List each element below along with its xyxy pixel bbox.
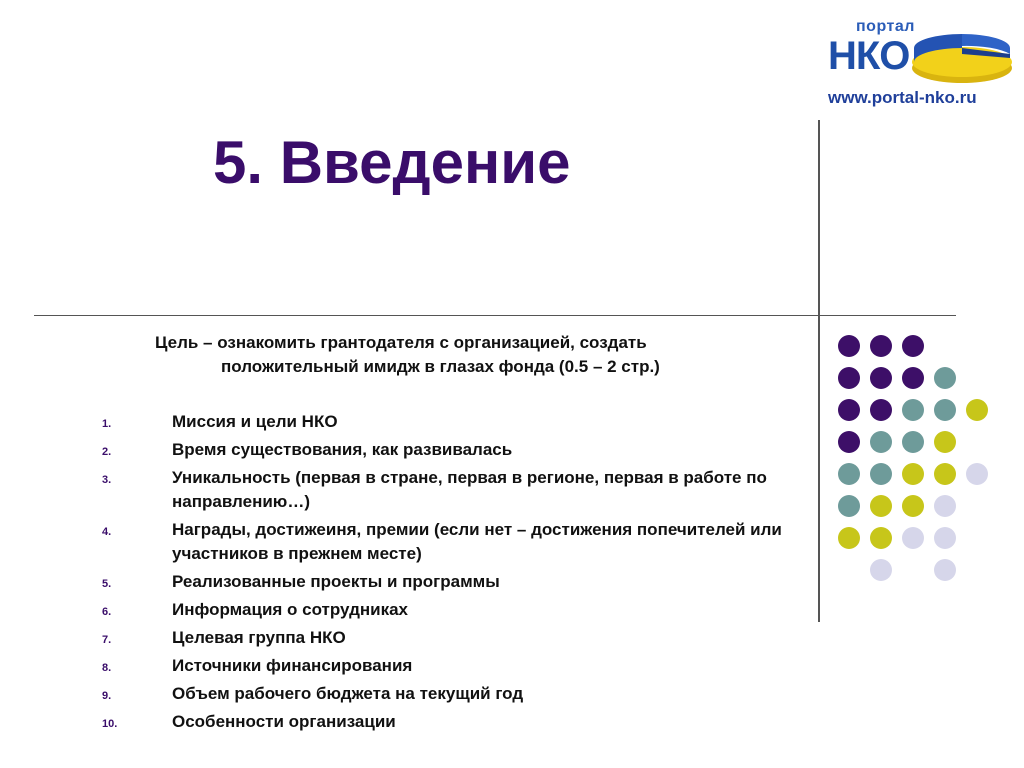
decor-dot <box>838 527 860 549</box>
goal-text <box>155 331 795 379</box>
list-item <box>102 626 802 650</box>
item-text: Особенности организации <box>172 712 396 731</box>
decor-dot <box>838 335 860 357</box>
list-item <box>102 518 802 566</box>
list-item <box>102 570 802 594</box>
decor-dot <box>838 431 860 453</box>
vertical-divider <box>818 120 820 622</box>
decor-dot <box>870 463 892 485</box>
decor-dot <box>966 463 988 485</box>
list-item <box>102 466 802 514</box>
decor-dot <box>902 431 924 453</box>
decor-dot <box>902 527 924 549</box>
decor-dot <box>838 399 860 421</box>
list-item <box>102 654 802 678</box>
decor-dot <box>934 527 956 549</box>
decor-dot <box>934 399 956 421</box>
item-text: Источники финансирования <box>172 656 413 675</box>
horizontal-divider <box>34 315 956 316</box>
decor-dot <box>838 495 860 517</box>
decorative-dot-grid <box>836 333 996 588</box>
decor-dot <box>902 495 924 517</box>
list-item <box>102 710 802 734</box>
item-number: 8. <box>102 662 112 674</box>
item-number: 6. <box>102 606 112 618</box>
intro-items-list <box>102 410 802 738</box>
item-number: 10. <box>102 718 118 730</box>
item-text: Информация о сотрудниках <box>172 600 408 619</box>
decor-dot <box>966 399 988 421</box>
decor-dot <box>870 559 892 581</box>
decor-dot <box>838 367 860 389</box>
goal-line-1: Цель – ознакомить грантодателя с организацией, создать <box>155 333 647 352</box>
item-text: Уникальность (первая в стране, первая в регионе, первая в работе по направлению…) <box>172 468 767 511</box>
logo-big-text: НКО <box>828 34 910 78</box>
list-item <box>102 410 802 434</box>
item-text: Реализованные проекты и программы <box>172 572 500 591</box>
decor-dot <box>870 399 892 421</box>
list-item <box>102 682 802 706</box>
decor-dot <box>870 527 892 549</box>
portal-nko-logo[interactable] <box>826 18 1016 114</box>
logo-small-text: портал <box>856 18 915 35</box>
decor-dot <box>934 367 956 389</box>
list-item <box>102 598 802 622</box>
decor-dot <box>902 367 924 389</box>
decor-dot <box>870 367 892 389</box>
item-text: Время существования, как развивалась <box>172 440 513 459</box>
item-number: 4. <box>102 526 112 538</box>
decor-dot <box>870 431 892 453</box>
slide-title: 5. Введение <box>213 129 571 196</box>
decor-dot <box>902 399 924 421</box>
item-text: Награды, достижеиня, премии (если нет – достижения попечителей или участников в прежнем месте) <box>172 520 782 563</box>
decor-dot <box>870 495 892 517</box>
list-item <box>102 438 802 462</box>
decor-dot <box>870 335 892 357</box>
decor-dot <box>902 463 924 485</box>
logo-url: www.portal-nko.ru <box>828 88 977 107</box>
item-number: 9. <box>102 690 112 702</box>
decor-dot <box>934 495 956 517</box>
item-number: 7. <box>102 634 112 646</box>
decor-dot <box>902 335 924 357</box>
item-text: Объем рабочего бюджета на текущий год <box>172 684 524 703</box>
goal-line-2: положительный имидж в глазах фонда (0.5 – 2 стр.) <box>221 357 660 376</box>
item-number: 1. <box>102 418 112 430</box>
item-number: 5. <box>102 578 112 590</box>
decor-dot <box>838 463 860 485</box>
item-number: 3. <box>102 474 112 486</box>
item-number: 2. <box>102 446 112 458</box>
decor-dot <box>934 559 956 581</box>
item-text: Целевая группа НКО <box>172 628 346 647</box>
item-text: Миссия и цели НКО <box>172 412 338 431</box>
decor-dot <box>934 463 956 485</box>
logo-disc-icon <box>910 24 1014 90</box>
decor-dot <box>934 431 956 453</box>
